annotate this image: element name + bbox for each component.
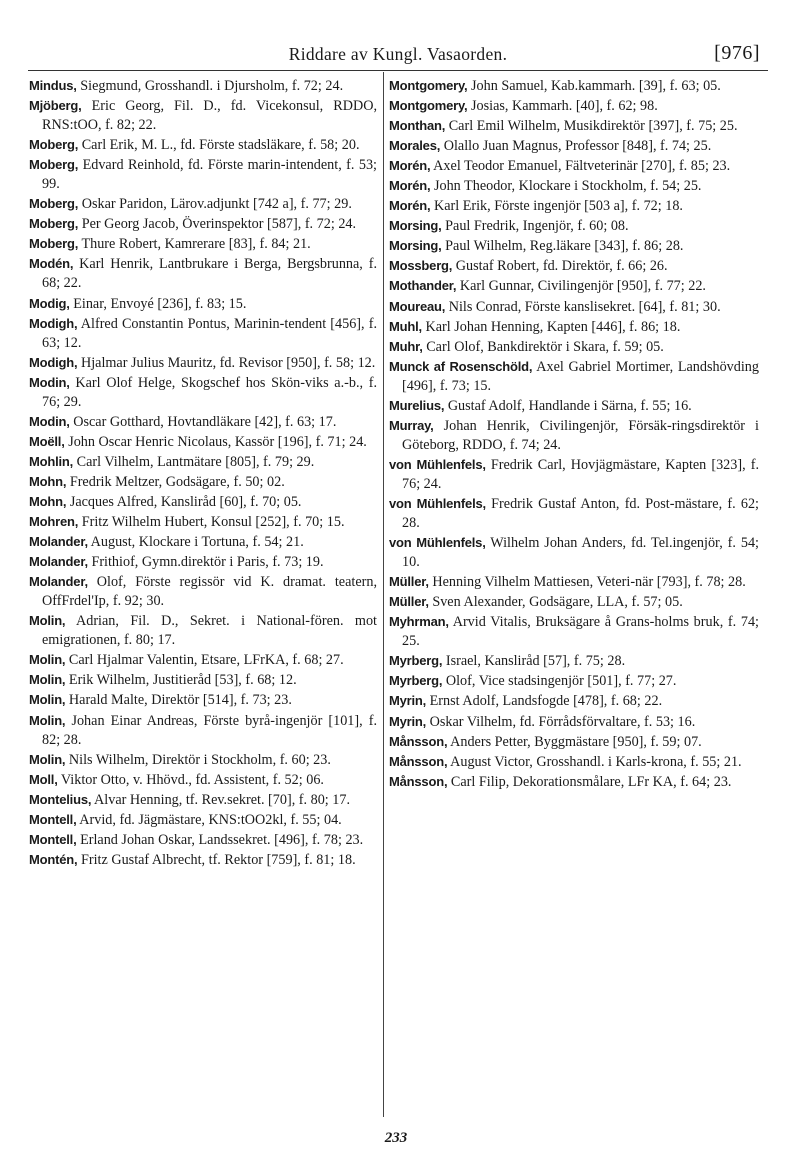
- entry-surname: Mindus,: [29, 78, 77, 93]
- column-divider: [383, 72, 384, 1117]
- register-entry: [389, 196, 759, 216]
- entry-details: Paul Fredrik, Ingenjör, f. 60; 08.: [441, 218, 629, 235]
- entry-surname: Modigh,: [29, 354, 78, 370]
- entry-surname: Murray,: [389, 417, 434, 433]
- entry-surname: Montgomery,: [389, 98, 468, 114]
- register-entry: [29, 512, 377, 532]
- entry-surname: Montén,: [29, 851, 78, 867]
- running-title: Riddare av Kungl. Vasaorden.: [288, 44, 508, 64]
- register-entry: [29, 532, 377, 552]
- entry-details: John Theodor, Klockare i Stockholm, f. 54; 25.: [430, 178, 702, 195]
- entry-details: Adrian, Fil. D., Sekret. i National-fören. mot emigrationen, f. 80; 17.: [42, 613, 377, 649]
- entry-surname: Moberg,: [29, 196, 79, 212]
- register-entry: [29, 155, 377, 194]
- entry-surname: Modén,: [29, 256, 74, 272]
- entry-details: Wilhelm Johan Anders, fd. Tel.ingenjör, f. 54; 10.: [402, 535, 760, 571]
- entry-surname: Moberg,: [29, 157, 79, 173]
- entry-surname: Molin,: [29, 652, 66, 668]
- register-entry: [29, 472, 377, 492]
- register-entry: [389, 357, 759, 396]
- entry-surname: Modig,: [29, 295, 70, 311]
- register-entry: [389, 533, 759, 572]
- entry-surname: Modin,: [29, 413, 70, 429]
- entry-surname: Modigh,: [29, 315, 78, 331]
- register-entry: [29, 194, 377, 214]
- register-entry: [389, 396, 759, 416]
- register-entry: [29, 670, 377, 690]
- entry-details: Karl Olof Helge, Skogschef hos Skön-viks a.-b., f. 76; 29.: [42, 374, 377, 410]
- entry-details: Frithiof, Gymn.direktör i Paris, f. 73; 19.: [87, 554, 324, 571]
- entry-details: Israel, Kansliråd [57], f. 75; 28.: [442, 653, 626, 670]
- entry-details: Oskar Vilhelm, fd. Förrådsförvaltare, f. 53; 16.: [426, 713, 696, 730]
- entry-surname: von Mühlenfels,: [389, 535, 486, 551]
- entry-surname: Myrberg,: [389, 653, 443, 669]
- entry-surname: Molander,: [29, 554, 88, 570]
- register-entry: [389, 671, 759, 691]
- entry-details: Karl Gunnar, Civilingenjör [950], f. 77; 22.: [456, 278, 706, 295]
- register-entry: [389, 752, 759, 772]
- register-entry: [389, 732, 759, 752]
- entry-surname: Molin,: [29, 672, 66, 688]
- register-entry: [29, 611, 377, 650]
- entry-surname: Myrberg,: [389, 673, 443, 689]
- entry-details: Arvid Vitalis, Bruksägare å Grans-holms bruk, f. 74; 25.: [402, 614, 759, 650]
- entry-surname: Müller,: [389, 574, 429, 590]
- register-entry: [29, 314, 377, 353]
- entry-surname: Moëll,: [29, 433, 65, 449]
- entry-surname: Månsson,: [389, 733, 448, 749]
- entry-details: Fritz Wilhelm Hubert, Konsul [252], f. 70; 15.: [78, 514, 345, 531]
- entry-details: Arvid, fd. Jägmästare, KNS:tOO2kl, f. 55; 04.: [76, 811, 342, 828]
- register-entry: [29, 552, 377, 572]
- register-entry: [29, 234, 377, 254]
- register-entry: [29, 690, 377, 710]
- entry-details: Axel Gabriel Mortimer, Landshövding [496], f. 73; 15.: [402, 358, 759, 394]
- entry-details: John Oscar Henric Nicolaus, Kassör [196], f. 71; 24.: [64, 433, 367, 450]
- entry-surname: Molin,: [29, 613, 66, 629]
- entry-surname: Montell,: [29, 831, 77, 847]
- register-entry: [389, 494, 759, 533]
- entry-surname: Montell,: [29, 811, 77, 827]
- entry-details: Per Georg Jacob, Överinspektor [587], f. 72; 24.: [78, 216, 357, 233]
- register-entry: [29, 135, 377, 155]
- entry-details: Carl Olof, Bankdirektör i Skara, f. 59; 05.: [422, 338, 664, 355]
- entry-surname: Månsson,: [389, 773, 448, 789]
- entry-details: John Samuel, Kab.kammarh. [39], f. 63; 05.: [467, 78, 721, 94]
- entry-details: Olof, Förste regissör vid K. dramat. teatern, OffFrdel'Ip, f. 92; 30.: [42, 574, 377, 610]
- entry-surname: Moberg,: [29, 236, 79, 252]
- register-entry: [389, 136, 759, 156]
- entry-details: Einar, Envoyé [236], f. 83; 15.: [69, 295, 247, 312]
- entry-details: Axel Teodor Emanuel, Fältveterinär [270], f. 85; 23.: [430, 158, 731, 175]
- entry-surname: von Mühlenfels,: [389, 456, 486, 472]
- entry-surname: Modin,: [29, 374, 70, 390]
- entry-surname: Muhr,: [389, 338, 423, 354]
- entry-surname: Montelius,: [29, 791, 92, 807]
- register-entry: [389, 691, 759, 711]
- register-entry: [29, 96, 377, 135]
- entry-details: Gustaf Adolf, Handlande i Särna, f. 55; 16.: [444, 397, 692, 414]
- entry-surname: Molander,: [29, 534, 88, 550]
- entry-details: Karl Johan Henning, Kapten [446], f. 86; 18.: [421, 318, 681, 335]
- entry-surname: Morén,: [389, 178, 431, 194]
- entry-details: Jacques Alfred, Kansliråd [60], f. 70; 05.: [66, 493, 302, 510]
- entry-details: Sven Alexander, Godsägare, LLA, f. 57; 05.: [428, 594, 683, 611]
- entry-surname: Myhrman,: [389, 614, 449, 630]
- entry-details: Henning Vilhelm Mattiesen, Veteri-när [793], f. 78; 28.: [428, 574, 746, 591]
- entry-surname: Moureau,: [389, 298, 446, 314]
- entry-surname: Moberg,: [29, 216, 79, 232]
- entry-surname: Molin,: [29, 751, 66, 767]
- entry-surname: Morales,: [389, 138, 441, 154]
- entry-surname: Murelius,: [389, 397, 445, 413]
- entry-details: Johan Henrik, Civilingenjör, Försäk-ringsdirektör i Göteborg, RDDO, f. 74; 24.: [402, 417, 759, 453]
- entry-details: Carl Emil Wilhelm, Musikdirektör [397], f. 75; 25.: [445, 118, 738, 135]
- entry-details: Alvar Henning, tf. Rev.sekret. [70], f. 80; 17.: [91, 791, 351, 808]
- right-column: [389, 76, 759, 792]
- entry-surname: Molin,: [29, 712, 66, 728]
- register-entry: [29, 850, 377, 870]
- entry-surname: Montgomery,: [389, 78, 468, 93]
- register-entry: [29, 412, 377, 432]
- register-entry: [389, 236, 759, 256]
- entry-details: Carl Erik, M. L., fd. Förste stadsläkare, f. 58; 20.: [78, 137, 360, 154]
- register-entry: [389, 116, 759, 136]
- register-entry: [29, 650, 377, 670]
- entry-details: Fredrik Gustaf Anton, fd. Post-mästare, f. 62; 28.: [402, 495, 759, 532]
- register-entry: [29, 452, 377, 472]
- register-entry: [389, 176, 759, 196]
- entry-details: Siegmund, Grosshandl. i Djursholm, f. 72; 24.: [76, 78, 344, 94]
- entry-details: Eric Georg, Fil. D., fd. Vicekonsul, RDDO, RNS:tOO, f. 82; 22.: [42, 98, 377, 134]
- entry-details: Carl Vilhelm, Lantmätare [805], f. 79; 29.: [73, 453, 315, 470]
- entry-details: Paul Wilhelm, Reg.läkare [343], f. 86; 28.: [441, 238, 684, 255]
- register-entry: [389, 612, 759, 651]
- entry-details: Johan Einar Andreas, Förste byrå-ingenjör [101], f. 82; 28.: [42, 712, 377, 748]
- register-entry: [389, 156, 759, 176]
- entry-details: Thure Robert, Kamrerare [83], f. 84; 21.: [78, 236, 311, 253]
- entry-details: Erik Wilhelm, Justitieråd [53], f. 68; 12.: [65, 672, 297, 689]
- register-entry: [389, 455, 759, 494]
- register-entry: [389, 76, 759, 96]
- entry-details: Karl Erik, Förste ingenjör [503 a], f. 72; 18.: [430, 198, 683, 215]
- register-entry: [29, 810, 377, 830]
- entry-details: Josias, Kammarh. [40], f. 62; 98.: [467, 98, 658, 115]
- register-entry: [29, 711, 377, 750]
- register-entry: [29, 294, 377, 314]
- register-entry: [29, 492, 377, 512]
- entry-details: Anders Petter, Byggmästare [950], f. 59; 07.: [447, 733, 702, 750]
- register-entry: [29, 572, 377, 611]
- entry-surname: Mossberg,: [389, 258, 453, 274]
- register-entry: [389, 712, 759, 732]
- register-entry: [29, 214, 377, 234]
- register-entry: [29, 373, 377, 412]
- entry-surname: Morén,: [389, 198, 431, 214]
- register-entry: [389, 416, 759, 455]
- register-entry: [389, 337, 759, 357]
- register-entry: [29, 790, 377, 810]
- page-header: [28, 44, 768, 68]
- register-entry: [389, 592, 759, 612]
- register-entry: [29, 750, 377, 770]
- register-entry: [389, 772, 759, 792]
- register-entry: [29, 770, 377, 790]
- header-rule: [28, 70, 768, 71]
- entry-details: Carl Hjalmar Valentin, Etsare, LFrKA, f. 68; 27.: [65, 652, 344, 669]
- entry-details: Olallo Juan Magnus, Professor [848], f. 74; 25.: [440, 138, 712, 155]
- entry-surname: Moberg,: [29, 137, 79, 153]
- entry-details: Hjalmar Julius Mauritz, fd. Revisor [950], f. 58; 12.: [77, 354, 376, 371]
- entry-surname: Mohn,: [29, 473, 67, 489]
- entry-surname: Mohren,: [29, 514, 79, 530]
- entry-details: Karl Henrik, Lantbrukare i Berga, Bergsbrunna, f. 68; 22.: [42, 256, 377, 292]
- entry-details: Oscar Gotthard, Hovtandläkare [42], f. 63; 17.: [69, 413, 337, 430]
- entry-details: Erland Johan Oskar, Landssekret. [496], f. 78; 23.: [76, 831, 364, 848]
- register-entry: [29, 353, 377, 373]
- entry-details: Fredrik Carl, Hovjägmästare, Kapten [323], f. 76; 24.: [402, 456, 760, 492]
- entry-surname: Morsing,: [389, 218, 442, 234]
- entry-surname: von Mühlenfels,: [389, 495, 486, 511]
- entry-surname: Myrin,: [389, 713, 427, 729]
- register-entry: [29, 830, 377, 850]
- entry-details: Fritz Gustaf Albrecht, tf. Rektor [759], f. 81; 18.: [77, 851, 356, 868]
- entry-surname: Moll,: [29, 771, 58, 787]
- left-column: [29, 76, 377, 870]
- register-entry: [389, 216, 759, 236]
- entry-details: August Victor, Grosshandl. i Karls-krona, f. 55; 21.: [447, 753, 742, 770]
- register-entry: [389, 256, 759, 276]
- entry-details: Edvard Reinhold, fd. Förste marin-intendent, f. 53; 99.: [42, 157, 377, 193]
- entry-details: Nils Conrad, Förste kanslisekret. [64], f. 81; 30.: [445, 298, 721, 315]
- entry-surname: Munck af Rosenschöld,: [389, 358, 533, 374]
- entry-surname: Månsson,: [389, 753, 448, 769]
- entry-details: Gustaf Robert, fd. Direktör, f. 66; 26.: [452, 258, 668, 275]
- entry-surname: Morén,: [389, 158, 431, 174]
- register-entry: [29, 76, 377, 96]
- entry-surname: Molin,: [29, 692, 66, 708]
- entry-details: Oskar Paridon, Lärov.adjunkt [742 a], f. 77; 29.: [78, 196, 352, 213]
- register-entry: [389, 572, 759, 592]
- page-number-bracketed: [976]: [714, 42, 760, 64]
- register-entry: [389, 96, 759, 116]
- entry-details: Harald Malte, Direktör [514], f. 73; 23.: [65, 692, 292, 709]
- register-entry: [389, 651, 759, 671]
- entry-details: Carl Filip, Dekorationsmålare, LFr KA, f. 64; 23.: [447, 773, 732, 790]
- register-entry: [29, 254, 377, 293]
- register-entry: [389, 297, 759, 317]
- entry-details: August, Klockare i Tortuna, f. 54; 21.: [87, 534, 304, 551]
- register-entry: [389, 317, 759, 337]
- entry-surname: Mohlin,: [29, 453, 74, 469]
- entry-surname: Mjöberg,: [29, 98, 82, 114]
- entry-surname: Myrin,: [389, 693, 427, 709]
- entry-details: Olof, Vice stadsingenjör [501], f. 77; 27.: [442, 673, 677, 690]
- entry-surname: Müller,: [389, 594, 429, 610]
- entry-surname: Molander,: [29, 574, 88, 590]
- page-footer-number: 233: [384, 1130, 408, 1146]
- entry-surname: Muhl,: [389, 318, 422, 334]
- entry-surname: Mothander,: [389, 278, 457, 294]
- entry-surname: Monthan,: [389, 118, 446, 134]
- entry-surname: Morsing,: [389, 238, 442, 254]
- register-entry: [389, 276, 759, 296]
- entry-surname: Mohn,: [29, 493, 67, 509]
- entry-details: Fredrik Meltzer, Godsägare, f. 50; 02.: [66, 473, 285, 490]
- entry-details: Nils Wilhelm, Direktör i Stockholm, f. 60; 23.: [65, 751, 331, 768]
- entry-details: Viktor Otto, v. Hhövd., fd. Assistent, f. 52; 06.: [57, 771, 324, 788]
- register-entry: [29, 432, 377, 452]
- entry-details: Ernst Adolf, Landsfogde [478], f. 68; 22.: [426, 693, 663, 710]
- entry-details: Alfred Constantin Pontus, Marinin-tendent [456], f. 63; 12.: [42, 315, 377, 351]
